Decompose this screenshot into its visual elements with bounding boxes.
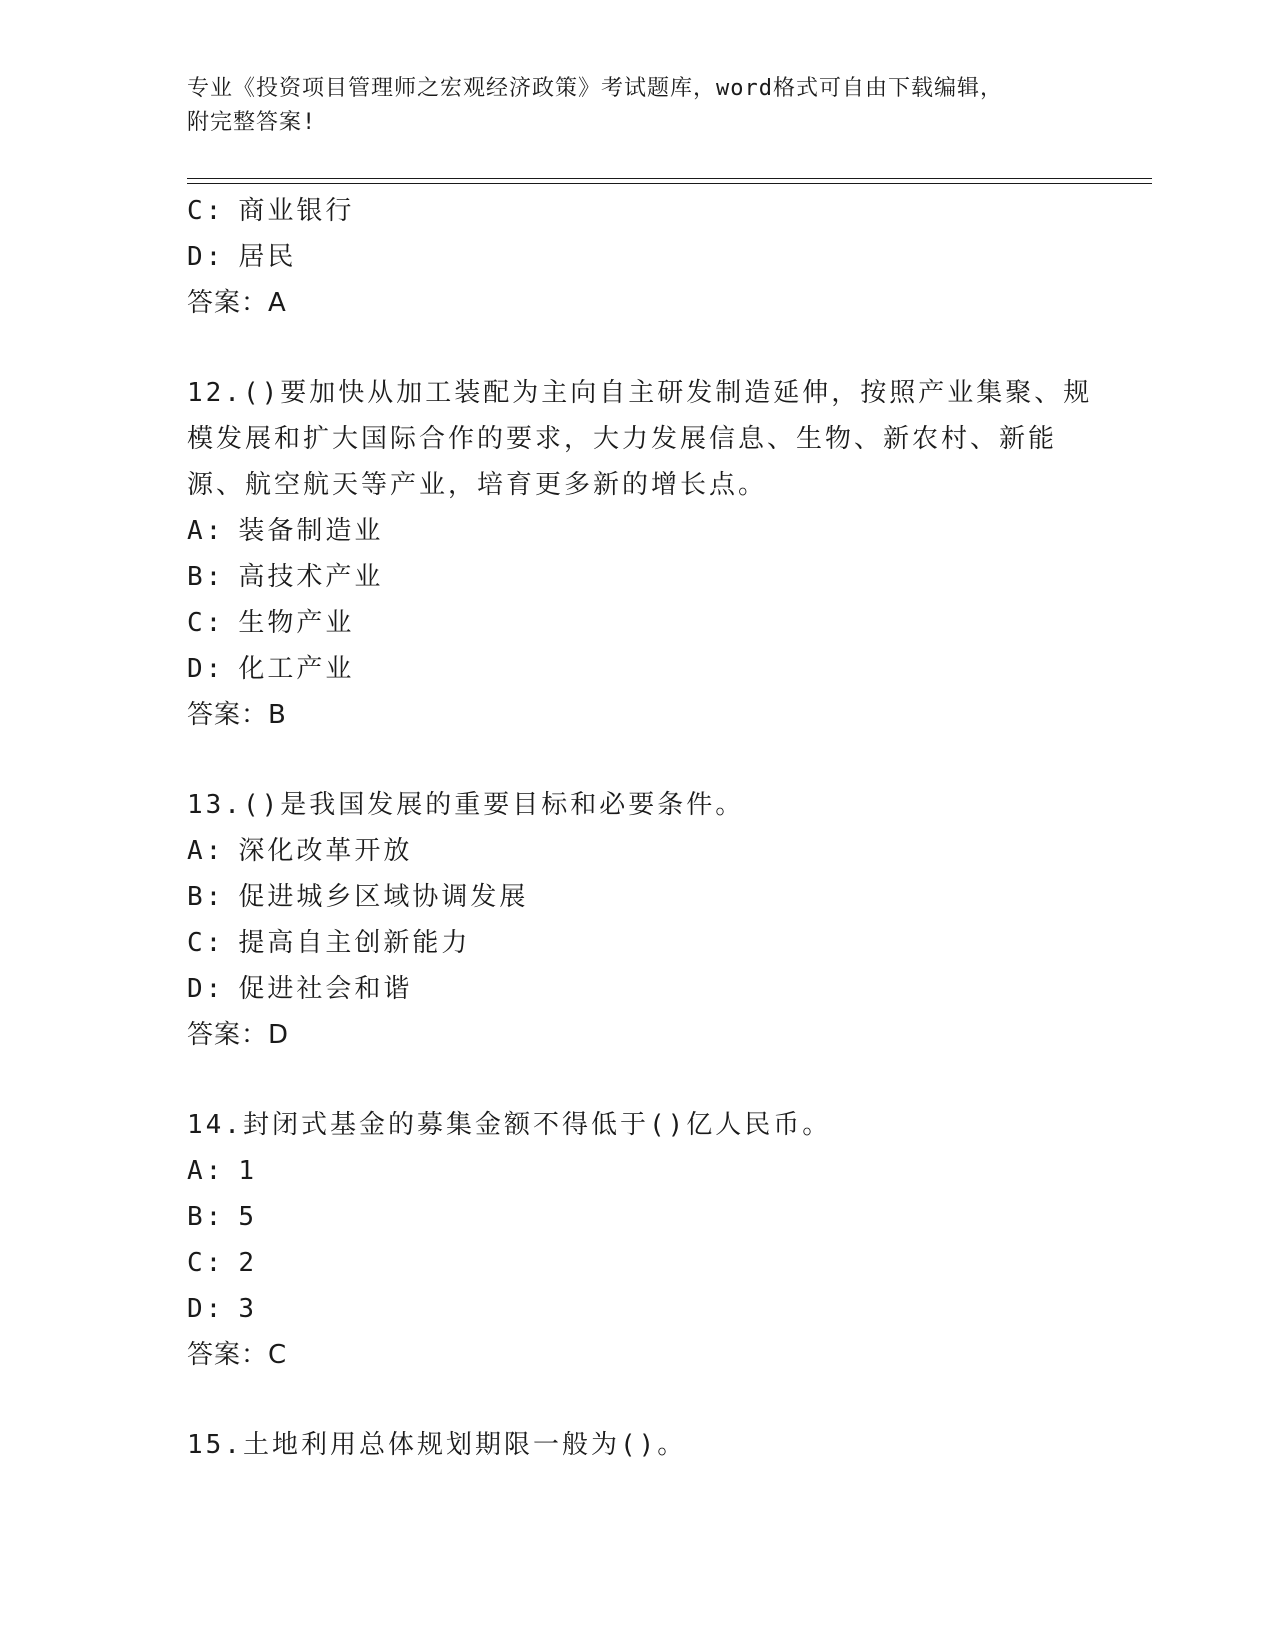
option-b (187, 1194, 1087, 1240)
option-d (187, 646, 1087, 692)
option-text: 生物产业 (238, 608, 355, 638)
option-key: D: (187, 654, 225, 684)
question-stem-line: 12.()要加快从加工装配为主向自主研发制造延伸，按照产业集聚、规 (187, 378, 1093, 408)
answer-line: 答案：C (187, 1340, 288, 1370)
option-text: 5 (238, 1202, 257, 1232)
option-key: A: (187, 836, 225, 866)
option-a (187, 828, 1087, 874)
question-stem-line: 15.土地利用总体规划期限一般为()。 (187, 1430, 687, 1460)
header-line-1: 专业《投资项目管理师之宏观经济政策》考试题库，word格式可自由下载编辑， (187, 76, 1003, 101)
option-c (187, 600, 1087, 646)
option-text: 化工产业 (238, 654, 355, 684)
option-a (187, 1148, 1087, 1194)
option-text: 装备制造业 (238, 516, 384, 546)
option-text: 居民 (238, 242, 297, 272)
option-key: D: (187, 242, 225, 272)
prev-question-tail (187, 188, 1087, 326)
option-d (187, 966, 1087, 1012)
option-key: C: (187, 196, 225, 226)
question-12 (187, 370, 1093, 738)
header-line-2: 附完整答案! (187, 110, 317, 135)
option-c (187, 188, 1087, 234)
question-15 (187, 1422, 1087, 1468)
option-key: B: (187, 882, 225, 912)
answer-line: 答案：A (187, 288, 287, 318)
option-b (187, 554, 1087, 600)
option-c (187, 1240, 1087, 1286)
question-list (187, 188, 1093, 1468)
option-key: B: (187, 562, 225, 592)
option-text: 商业银行 (238, 196, 355, 226)
option-c (187, 920, 1087, 966)
option-text: 高技术产业 (238, 562, 384, 592)
option-text: 促进城乡区域协调发展 (238, 882, 529, 912)
option-key: D: (187, 974, 225, 1004)
option-d (187, 1286, 1087, 1332)
option-a (187, 508, 1087, 554)
option-key: C: (187, 928, 225, 958)
answer-line: 答案：D (187, 1020, 290, 1050)
option-key: C: (187, 608, 225, 638)
option-d (187, 234, 1087, 280)
option-key: B: (187, 1202, 225, 1232)
option-text: 深化改革开放 (238, 836, 413, 866)
question-13 (187, 782, 1087, 1058)
question-stem-line: 模发展和扩大国际合作的要求，大力发展信息、生物、新农村、新能 (187, 424, 1058, 454)
question-stem-line: 13.()是我国发展的重要目标和必要条件。 (187, 790, 745, 820)
option-text: 提高自主创新能力 (238, 928, 471, 958)
question-stem-line: 源、航空航天等产业，培育更多新的增长点。 (187, 470, 768, 500)
option-key: A: (187, 1156, 225, 1186)
option-b (187, 874, 1087, 920)
header-rule-top (187, 178, 1152, 179)
option-key: C: (187, 1248, 225, 1278)
header-rule-bottom (187, 183, 1152, 184)
option-text: 1 (238, 1156, 257, 1186)
document-header (187, 72, 1067, 140)
question-14 (187, 1102, 1087, 1378)
option-text: 促进社会和谐 (238, 974, 413, 1004)
option-key: D: (187, 1294, 225, 1324)
option-key: A: (187, 516, 225, 546)
question-stem-line: 14.封闭式基金的募集金额不得低于()亿人民币。 (187, 1110, 832, 1140)
option-text: 2 (238, 1248, 257, 1278)
option-text: 3 (238, 1294, 257, 1324)
answer-line: 答案：B (187, 700, 287, 730)
